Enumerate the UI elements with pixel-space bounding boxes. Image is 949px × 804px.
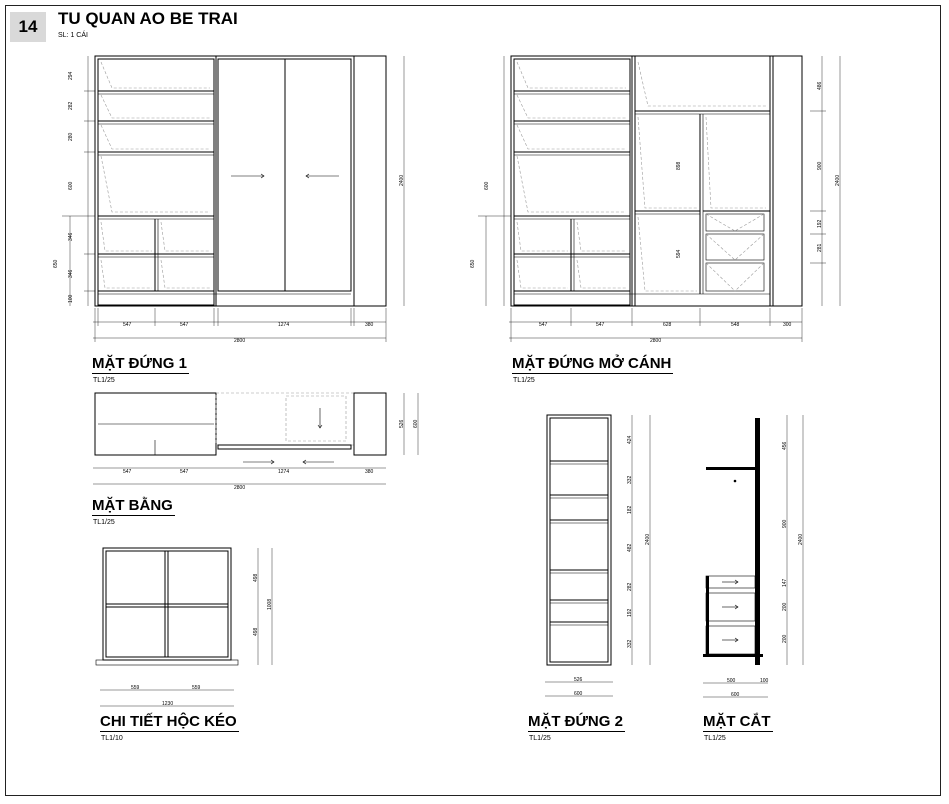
plan-dim-380: 380 [365,469,374,475]
front2-dim-482: 482 [627,543,633,552]
open-dim-2800: 2800 [650,338,662,344]
view-front1-scale: TL1/25 [93,377,115,384]
front1-view [53,56,405,344]
front1-dim-1274: 1274 [278,322,290,328]
view-plan-scale: TL1/25 [93,519,115,526]
front2-dim-424: 424 [627,435,633,444]
front1-dim-650: 650 [53,259,59,268]
open-dim-192: 192 [817,219,823,228]
view-front-open-scale: TL1/25 [513,377,535,384]
front1-dim-282: 282 [68,101,74,110]
front2-dim-332a: 332 [627,475,633,484]
front1-dim-280: 280 [68,132,74,141]
drawer-dim-498a: 498 [253,573,259,582]
plan-dim-547b: 547 [180,469,189,475]
section-dim-500: 500 [727,678,736,684]
front2-dim-282: 282 [627,582,633,591]
plan-right-body [354,393,386,455]
plan-view [93,393,419,491]
open-dim-300: 300 [783,322,792,328]
drawer-dim-559a: 559 [131,685,140,691]
section-view [703,415,804,698]
front1-dim-380: 380 [365,322,374,328]
view-front-open-title: MẶT ĐỨNG MỞ CÁNH [512,355,672,372]
section-dim-600: 600 [731,692,740,698]
front2-dim-192: 192 [627,608,633,617]
section-back-panel [755,418,760,665]
open-dim-548: 548 [731,322,740,328]
open-dim-2400: 2400 [835,174,841,186]
open-dim-898: 898 [676,161,682,170]
front1-dim-346a: 346 [68,232,74,241]
section-dim-200b: 200 [782,634,788,643]
sheet-number: 14 [10,12,46,42]
section-dim-200a: 200 [782,602,788,611]
view-drawer-title: CHI TIẾT HỘC KÉO [100,713,237,730]
open-dim-547a: 547 [539,322,548,328]
section-dim-900: 900 [782,519,788,528]
front1-dim-547a: 547 [123,322,132,328]
view-front1-title: MẶT ĐỨNG 1 [92,355,187,372]
plan-dim-600: 600 [413,419,419,428]
view-section-title: MẶT CẮT [703,713,771,730]
front-open-view [470,56,841,344]
front1-outline [95,56,386,306]
plan-dim-547a: 547 [123,469,132,475]
front2-dim-332b: 332 [627,639,633,648]
plan-dim-2800: 2800 [234,485,246,491]
view-front2-title: MẶT ĐỨNG 2 [528,713,623,730]
front1-dim-547b: 547 [180,322,189,328]
front2-dim-2400: 2400 [645,533,651,545]
front1-dim-346b: 346 [68,269,74,278]
view-section-scale: TL1/25 [704,735,726,742]
drawer-dim-559b: 559 [192,685,201,691]
front1-dim-2800: 2800 [234,338,246,344]
drawer-dim-1230: 1230 [162,701,174,707]
open-dim-594: 594 [676,249,682,258]
front1-dim-2400: 2400 [399,174,405,186]
open-dim-900: 900 [817,161,823,170]
front2-dim-526: 526 [574,677,583,683]
view-plan-title: MẶT BẰNG [92,497,173,514]
section-dim-456: 456 [782,441,788,450]
front2-dim-182: 182 [627,505,633,514]
drawer-dim-498b: 498 [253,627,259,636]
open-dim-547b: 547 [596,322,605,328]
sheet-title: TU QUAN AO BE TRAI [58,9,238,28]
front2-outline [547,415,611,665]
front1-dim-600: 600 [68,181,74,190]
view-front2-scale: TL1/25 [529,735,551,742]
front2-view [545,415,651,697]
view-drawer-scale: TL1/10 [101,735,123,742]
drawer-dim-1008: 1008 [267,598,273,610]
open-dim-650: 650 [470,259,476,268]
drawer-detail-view [96,548,273,707]
open-dim-486: 486 [817,81,823,90]
section-dim-147: 147 [782,578,788,587]
open-dim-628: 628 [663,322,672,328]
front1-dim-294: 294 [68,71,74,80]
front1-dim-100: 100 [68,294,74,303]
sheet-quantity: SL: 1 CÁI [58,32,88,39]
open-dim-281: 281 [817,243,823,252]
section-dim-2400: 2400 [798,533,804,545]
section-dim-100: 100 [760,678,769,684]
front2-dim-600: 600 [574,691,583,697]
plan-dim-1274: 1274 [278,469,290,475]
plan-dim-526: 526 [399,419,405,428]
open-dim-600: 600 [484,181,490,190]
